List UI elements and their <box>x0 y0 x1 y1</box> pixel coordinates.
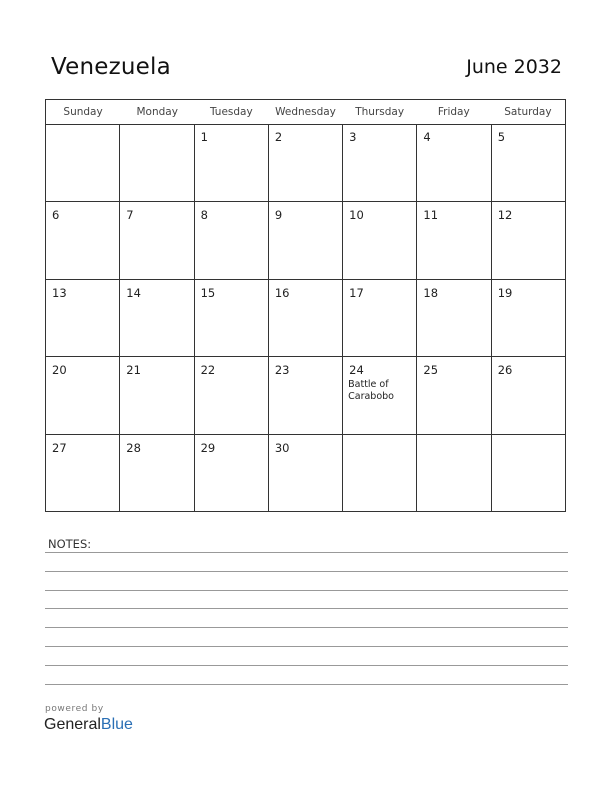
day-cell <box>120 280 194 356</box>
day-cell <box>120 435 194 511</box>
day-cell <box>492 357 565 433</box>
powered-by-text: powered by <box>45 704 104 714</box>
notes-line <box>45 590 568 591</box>
day-number: 3 <box>349 130 357 144</box>
day-cell <box>492 280 565 356</box>
weekday-sunday: Sunday <box>63 106 103 118</box>
day-cell <box>120 202 194 278</box>
day-number: 8 <box>200 208 208 223</box>
day-cell <box>417 357 491 433</box>
day-cell <box>46 357 120 433</box>
day-number: 6 <box>52 208 60 223</box>
day-cell <box>195 280 269 356</box>
day-number: 25 <box>423 363 439 378</box>
notes-label: NOTES: <box>48 537 92 551</box>
day-number: 14 <box>126 285 141 300</box>
notes-line <box>45 608 568 609</box>
notes-line <box>45 665 568 666</box>
day-number: 15 <box>200 285 216 300</box>
day-number: 22 <box>200 363 216 378</box>
day-cell <box>269 435 343 511</box>
day-number: 17 <box>349 285 364 300</box>
day-cell <box>343 280 417 356</box>
week-row <box>46 434 565 511</box>
weekday-wednesday: Wednesday <box>275 106 336 118</box>
weekday-saturday: Saturday <box>504 106 552 118</box>
day-cell <box>269 357 343 433</box>
day-cell <box>195 124 269 201</box>
day-cell <box>195 435 269 511</box>
day-number: 2 <box>274 130 283 144</box>
day-cell <box>343 124 417 201</box>
day-cell <box>46 124 120 201</box>
country-title: Venezuela <box>51 54 171 80</box>
notes-line <box>45 552 568 553</box>
day-cell <box>417 202 491 278</box>
day-cell <box>195 202 269 278</box>
day-number: 12 <box>497 208 513 223</box>
weekday-thursday: Thursday <box>355 106 405 118</box>
month-year-title: June 2032 <box>466 56 562 78</box>
notes-line <box>45 646 568 647</box>
day-cell <box>492 202 565 278</box>
weekday-monday: Monday <box>136 106 178 118</box>
day-number: 5 <box>497 130 506 144</box>
day-cell <box>269 124 343 201</box>
day-number: 7 <box>126 208 134 223</box>
day-number: 13 <box>52 285 67 300</box>
day-number: 29 <box>200 440 216 455</box>
day-cell <box>492 435 565 511</box>
day-number: 18 <box>423 285 439 300</box>
day-cell <box>46 435 120 511</box>
day-number: 16 <box>274 285 290 300</box>
day-number: 9 <box>274 208 283 223</box>
brand-blue: Blue <box>100 716 133 733</box>
day-cell <box>417 435 491 511</box>
day-cell <box>46 280 120 356</box>
day-number: 26 <box>497 363 513 378</box>
day-cell <box>417 124 491 201</box>
day-cell <box>343 202 417 278</box>
day-number: 27 <box>52 440 67 455</box>
holiday-label: Battle of Carabobo <box>348 379 394 403</box>
day-cell <box>417 280 491 356</box>
day-number: 4 <box>423 130 431 144</box>
day-number: 1 <box>200 130 208 144</box>
week-row <box>46 201 565 278</box>
day-cell <box>269 202 343 278</box>
notes-line <box>45 571 568 572</box>
week-row <box>46 356 565 433</box>
calendar-grid <box>45 99 566 512</box>
weekday-header-row <box>46 100 565 125</box>
day-cells <box>46 124 565 511</box>
day-cell <box>46 202 120 278</box>
day-number: 28 <box>126 440 141 455</box>
day-cell <box>120 124 194 201</box>
day-cell <box>343 435 417 511</box>
day-number: 11 <box>423 208 439 223</box>
day-number: 23 <box>274 363 290 378</box>
generalblue-logo[interactable] <box>44 716 133 734</box>
day-cell <box>492 124 565 201</box>
day-number: 19 <box>497 285 513 300</box>
day-number: 21 <box>126 363 141 378</box>
day-cell <box>120 357 194 433</box>
day-cell <box>269 280 343 356</box>
day-number: 30 <box>274 440 290 455</box>
day-cell <box>195 357 269 433</box>
day-number: 10 <box>349 208 364 223</box>
weekday-friday: Friday <box>437 106 470 118</box>
week-row <box>46 279 565 356</box>
brand-general: General <box>44 716 101 733</box>
weekday-tuesday: Tuesday <box>209 106 253 118</box>
notes-line <box>45 627 568 628</box>
day-number: 24 <box>349 363 364 378</box>
week-row <box>46 124 565 201</box>
day-cell <box>343 357 417 433</box>
notes-line <box>45 684 568 685</box>
day-number: 20 <box>52 363 67 378</box>
